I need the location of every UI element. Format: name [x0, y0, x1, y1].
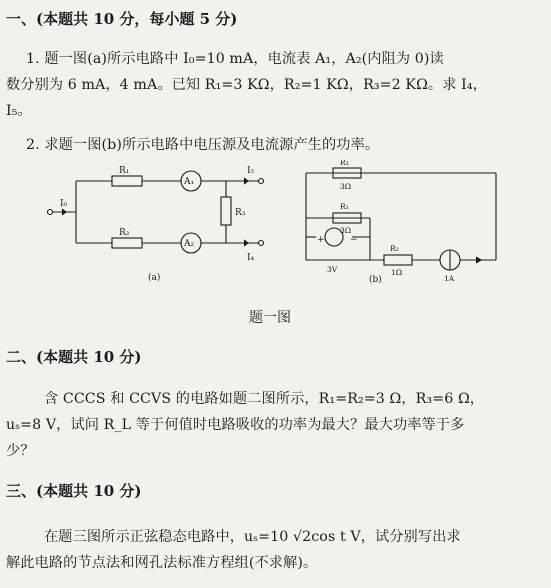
resistor-r1-a	[112, 176, 142, 186]
label-plus: +	[317, 235, 325, 245]
s3-line-2: 解此电路的节点法和网孔法标准方程组(不求解)。	[6, 555, 318, 571]
resistor-r2-a	[112, 238, 142, 248]
figure-1-caption: 题一图	[249, 310, 291, 326]
label-a1: A₁	[184, 177, 195, 187]
output-terminal-i4	[259, 241, 264, 246]
q1-line-1: 1. 题一图(a)所示电路中 I₀=10 mA，电流表 A₁，A₂(内阻为 0)读	[26, 51, 444, 67]
label-r2-a: R₂	[119, 228, 130, 238]
resistor-r2-b	[384, 255, 412, 265]
section-1-header: 一、(本题共 10 分，每小题 5 分)	[6, 10, 238, 28]
resistor-r3-a	[221, 197, 231, 225]
circuit-a	[48, 171, 264, 253]
s3-line-1: 在题三图所示正弦稳态电路中，uₛ=10 √2cos t V，试分别写出求	[44, 529, 461, 545]
output-terminal-i5	[259, 179, 264, 184]
s2-line-1: 含 CCCS 和 CCVS 的电路如题二图所示，R₁=R₂=3 Ω，R₃=6 Ω，	[44, 391, 485, 407]
figure-1-circuits	[0, 160, 551, 295]
label-circuit-a: (a)	[148, 273, 161, 283]
q1-line-2: 数分别为 6 mA，4 mA。已知 R₁=3 KΩ，R₂=1 KΩ，R₃=2 KΩ。求 I₄，	[6, 77, 487, 93]
label-i4: I₄	[247, 253, 255, 263]
label-i0: I₀	[60, 199, 68, 209]
label-3v: 3V	[327, 265, 338, 274]
label-r1-val-b: 3Ω	[340, 226, 351, 235]
label-r3-val-b: 3Ω	[340, 182, 351, 191]
label-a2: A₂	[184, 239, 195, 249]
s2-line-3: 少？	[6, 443, 35, 459]
label-r3-a: R₃	[235, 208, 246, 218]
section-3-header: 三、(本题共 10 分)	[6, 482, 142, 500]
label-i5: I₅	[247, 166, 255, 176]
label-r1-a: R₁	[119, 166, 130, 176]
q2-text: 2. 求题一图(b)所示电路中电压源及电流源产生的功率。	[26, 137, 380, 153]
circuit-b	[306, 168, 496, 270]
label-1a: 1A	[444, 274, 455, 283]
label-r2-b: R₂	[390, 244, 399, 253]
s2-line-2: uₛ=8 V，试问 R_L 等于何值时电路吸收的功率为最大？最大功率等于多	[6, 417, 465, 433]
q1-line-3: I₅。	[6, 103, 32, 119]
label-r1-b: R₁	[340, 202, 349, 211]
label-r2-val-b: 1Ω	[391, 268, 402, 277]
input-terminal	[48, 210, 53, 215]
section-2-header: 二、(本题共 10 分)	[6, 348, 142, 366]
label-minus: −	[350, 235, 358, 245]
label-r3-b: R₃	[340, 160, 349, 167]
label-circuit-b: (b)	[369, 275, 382, 285]
